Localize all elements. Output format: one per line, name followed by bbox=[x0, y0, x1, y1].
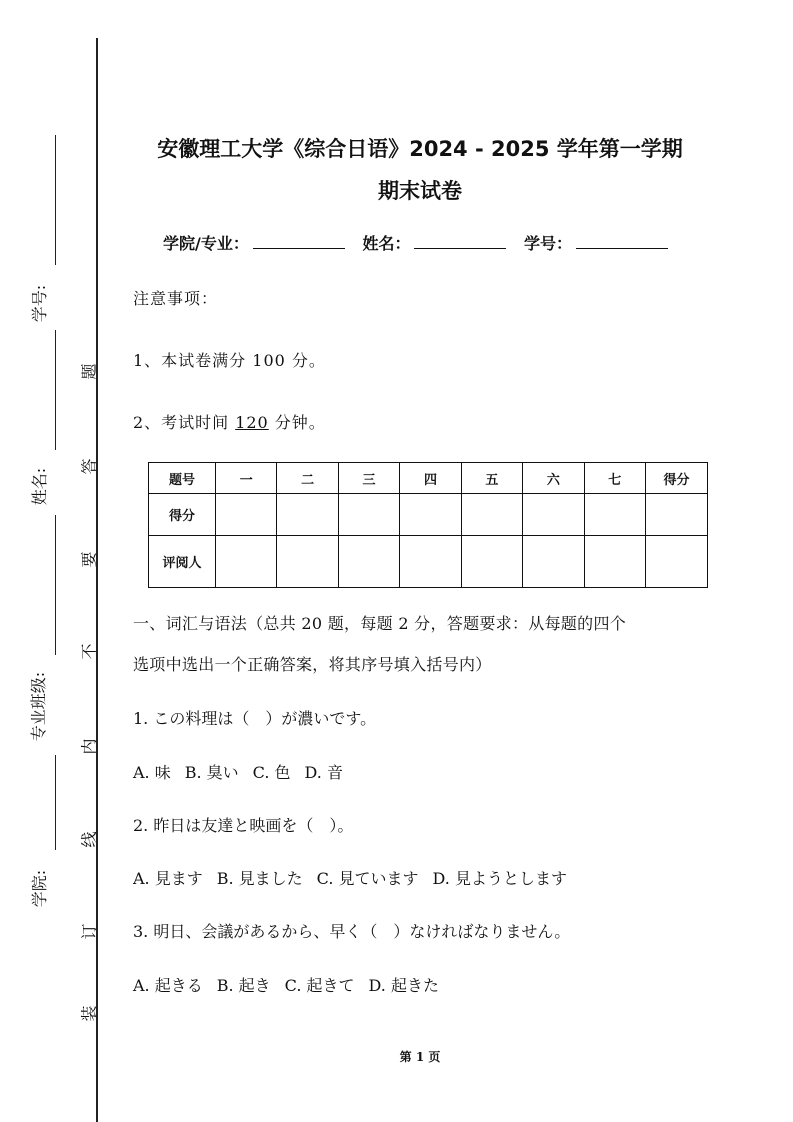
option[interactable]: D. 見ようとします bbox=[432, 869, 567, 888]
note-item-2-prefix: 2、考试时间 bbox=[133, 413, 230, 432]
table-header: 二 bbox=[277, 463, 338, 494]
margin-student-id-label: 学号: bbox=[30, 284, 50, 323]
option[interactable]: A. 味 bbox=[133, 763, 171, 782]
option[interactable]: C. 見ています bbox=[316, 869, 419, 888]
table-header-row bbox=[149, 463, 708, 494]
question-2-options bbox=[133, 866, 581, 889]
section-heading-cont: 选项中选出一个正确答案，将其序号填入括号内） bbox=[133, 655, 492, 674]
table-header: 六 bbox=[523, 463, 584, 494]
section-heading: 一、词汇与语法（总共 20 题，每题 2 分，答题要求：从每题的四个 bbox=[133, 614, 627, 633]
college-major-label: 学院/专业： bbox=[163, 234, 249, 253]
margin-college-label: 学院: bbox=[30, 869, 50, 908]
option[interactable]: B. 臭い bbox=[184, 763, 239, 782]
score-cell[interactable] bbox=[646, 494, 708, 536]
reviewer-cell[interactable] bbox=[523, 536, 584, 588]
exam-subtitle: 期末试卷 bbox=[378, 179, 462, 203]
margin-line bbox=[55, 515, 56, 655]
reviewer-cell[interactable] bbox=[400, 536, 461, 588]
name-label: 姓名： bbox=[362, 234, 411, 253]
option[interactable]: D. 起きた bbox=[368, 976, 439, 995]
score-table bbox=[148, 462, 708, 588]
question-1-options bbox=[133, 760, 357, 783]
seal-char: 答 bbox=[79, 458, 99, 475]
margin-line bbox=[55, 135, 56, 265]
exam-duration: 120 bbox=[235, 413, 269, 432]
option[interactable]: B. 見ました bbox=[216, 869, 303, 888]
score-cell[interactable] bbox=[338, 494, 399, 536]
seal-char: 题 bbox=[79, 363, 99, 380]
table-header: 题号 bbox=[149, 463, 216, 494]
margin-line bbox=[55, 755, 56, 850]
score-cell[interactable] bbox=[584, 494, 645, 536]
row-label: 评阅人 bbox=[149, 536, 216, 588]
seal-char: 装 bbox=[79, 1005, 99, 1022]
page-number: 第 1 页 bbox=[399, 1050, 441, 1064]
note-item-1: 1、本试卷满分 100 分。 bbox=[133, 351, 326, 370]
college-major-field[interactable] bbox=[253, 234, 345, 249]
student-info-row bbox=[163, 231, 680, 254]
note-item-2 bbox=[133, 410, 326, 433]
question-1: 1. この料理は（ ）が濃いです。 bbox=[133, 709, 377, 728]
table-header: 五 bbox=[461, 463, 522, 494]
table-header: 四 bbox=[400, 463, 461, 494]
table-header: 一 bbox=[216, 463, 277, 494]
student-id-label: 学号： bbox=[524, 234, 573, 253]
note-item-2-suffix: 分钟。 bbox=[274, 413, 326, 432]
option[interactable]: A. 起きる bbox=[133, 976, 203, 995]
seal-char: 内 bbox=[79, 738, 99, 755]
question-3-options bbox=[133, 973, 453, 996]
seal-char: 订 bbox=[79, 923, 99, 940]
score-cell[interactable] bbox=[523, 494, 584, 536]
name-field[interactable] bbox=[414, 234, 506, 249]
reviewer-cell[interactable] bbox=[277, 536, 338, 588]
student-id-field[interactable] bbox=[576, 234, 668, 249]
table-row bbox=[149, 494, 708, 536]
margin-major-class-label: 专业班级: bbox=[29, 671, 49, 742]
score-cell[interactable] bbox=[216, 494, 277, 536]
option[interactable]: A. 見ます bbox=[133, 869, 203, 888]
seal-char: 线 bbox=[79, 831, 99, 848]
option[interactable]: D. 音 bbox=[304, 763, 343, 782]
table-header: 得分 bbox=[646, 463, 708, 494]
table-header: 七 bbox=[584, 463, 645, 494]
table-header: 三 bbox=[338, 463, 399, 494]
score-cell[interactable] bbox=[461, 494, 522, 536]
row-label: 得分 bbox=[149, 494, 216, 536]
seal-char: 不 bbox=[79, 643, 99, 660]
reviewer-cell[interactable] bbox=[338, 536, 399, 588]
margin-name-label: 姓名: bbox=[30, 467, 50, 506]
reviewer-cell[interactable] bbox=[646, 536, 708, 588]
question-3: 3. 明日、会議があるから、早く（ ）なければなりません。 bbox=[133, 922, 571, 941]
reviewer-cell[interactable] bbox=[584, 536, 645, 588]
option[interactable]: C. 起きて bbox=[284, 976, 355, 995]
reviewer-cell[interactable] bbox=[216, 536, 277, 588]
option[interactable]: C. 色 bbox=[252, 763, 291, 782]
table-row bbox=[149, 536, 708, 588]
score-cell[interactable] bbox=[400, 494, 461, 536]
question-2: 2. 昨日は友達と映画を（ ）。 bbox=[133, 816, 354, 835]
reviewer-cell[interactable] bbox=[461, 536, 522, 588]
binding-line bbox=[96, 38, 98, 1122]
seal-char: 要 bbox=[79, 551, 99, 568]
notes-heading: 注意事项： bbox=[133, 289, 219, 308]
option[interactable]: B. 起き bbox=[216, 976, 271, 995]
exam-title: 安徽理工大学《综合日语》2024 - 2025 学年第一学期 bbox=[157, 137, 683, 161]
margin-line bbox=[55, 330, 56, 450]
score-cell[interactable] bbox=[277, 494, 338, 536]
